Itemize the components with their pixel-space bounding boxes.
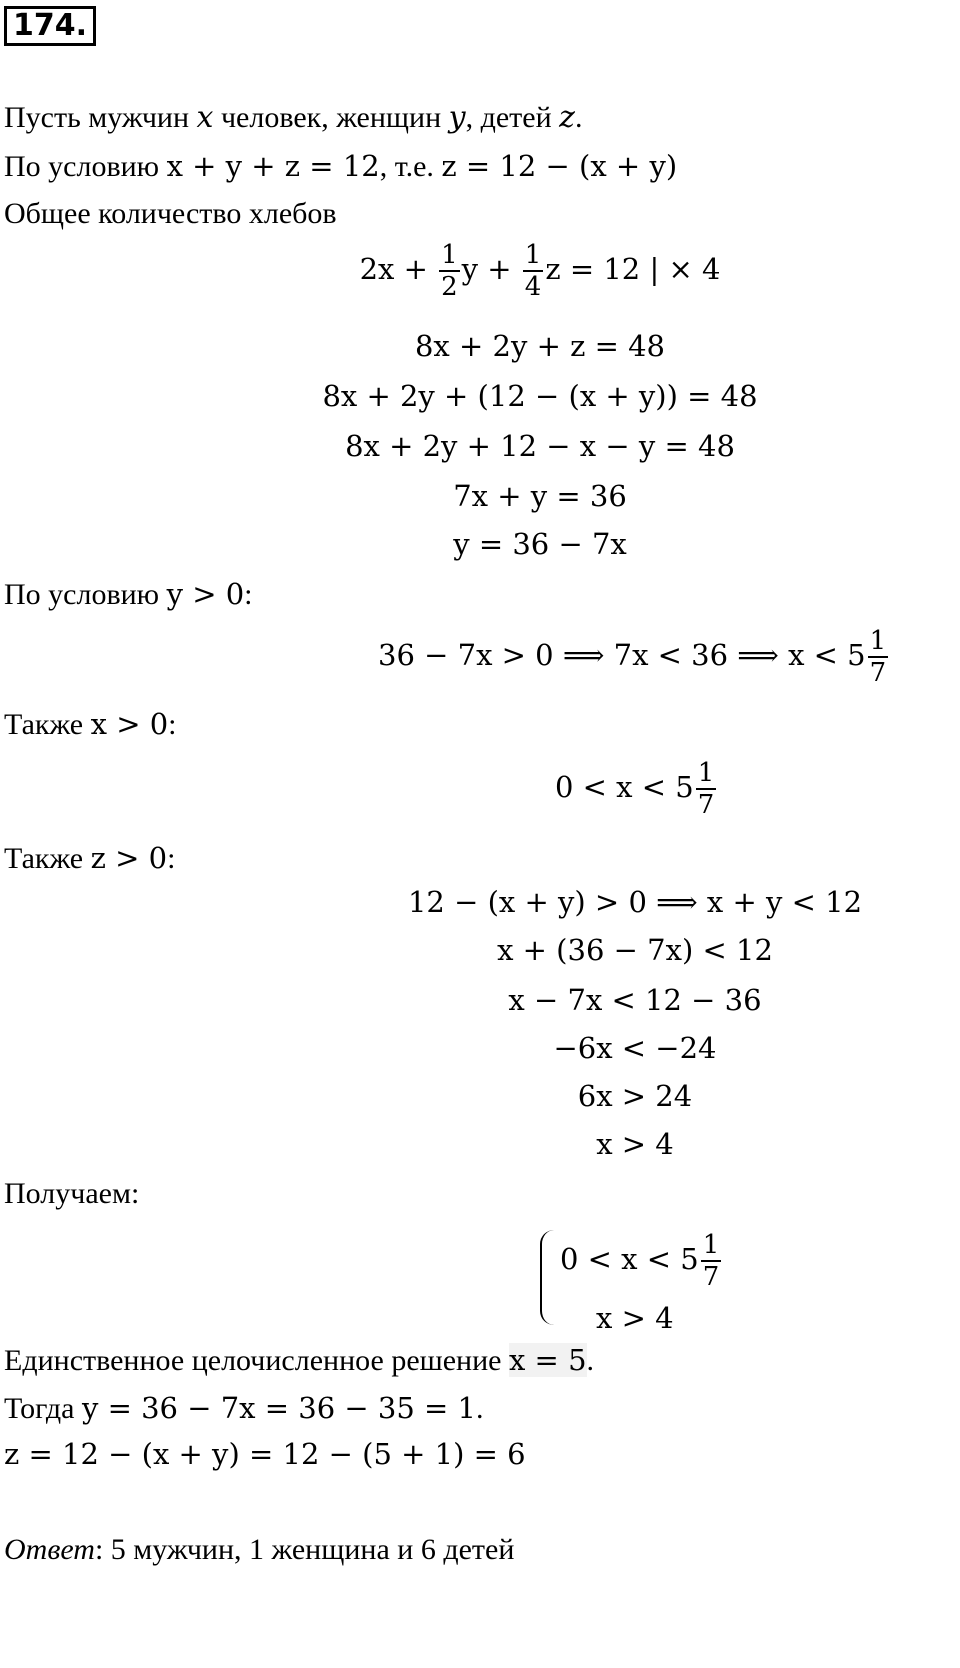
equation-part: 2x + bbox=[359, 252, 438, 286]
then-text: . bbox=[476, 1392, 484, 1425]
then-y-line bbox=[4, 1390, 484, 1427]
condition-formula: z > 0 bbox=[90, 841, 168, 875]
equation-part: z = 12 | × 4 bbox=[545, 252, 721, 286]
inequality-y bbox=[378, 628, 890, 686]
fraction-seventh bbox=[868, 628, 889, 686]
unique-text: . bbox=[586, 1344, 595, 1377]
fraction-quarter bbox=[523, 242, 544, 300]
condition-text: По условию bbox=[4, 150, 167, 183]
condition-line bbox=[4, 148, 677, 185]
equation-part: y + bbox=[461, 252, 521, 286]
condition-x-line bbox=[4, 706, 177, 743]
fraction-half bbox=[439, 242, 460, 300]
fraction-denominator: 4 bbox=[524, 272, 542, 302]
condition-formula: x + y + z = 12 bbox=[166, 149, 380, 183]
condition-formula: y > 0 bbox=[166, 577, 245, 611]
result-heading: Получаем: bbox=[4, 1177, 140, 1210]
fraction-denominator: 7 bbox=[702, 1262, 720, 1292]
var-x: x bbox=[196, 100, 214, 135]
inequality-z-6: x > 4 bbox=[596, 1127, 674, 1161]
inequality-z-3: x − 7x < 12 − 36 bbox=[508, 983, 762, 1017]
unique-solution-line bbox=[4, 1342, 594, 1379]
intro-line bbox=[4, 100, 582, 136]
condition-text: : bbox=[167, 842, 176, 875]
answer-label: Ответ bbox=[4, 1533, 95, 1566]
fraction-seventh bbox=[701, 1232, 722, 1290]
fraction-denominator: 7 bbox=[697, 790, 715, 820]
then-formula: y = 36 − 7x = 36 − 35 = 1 bbox=[81, 1391, 476, 1425]
then-text: Тогда bbox=[4, 1392, 82, 1425]
equation-5: 7x + y = 36 bbox=[453, 479, 627, 513]
bread-heading: Общее количество хлебов bbox=[4, 197, 337, 230]
condition-formula: x > 0 bbox=[90, 707, 169, 741]
fraction-numerator: 1 bbox=[702, 1230, 720, 1260]
condition-text: : bbox=[168, 708, 177, 741]
var-z: z bbox=[559, 100, 575, 135]
condition-text: По условию bbox=[4, 578, 167, 611]
fraction-numerator: 1 bbox=[441, 240, 458, 270]
equation-3: 8x + 2y + (12 − (x + y)) = 48 bbox=[322, 379, 758, 413]
condition-text: : bbox=[244, 578, 253, 611]
intro-text: Пусть мужчин bbox=[4, 101, 197, 134]
fraction-numerator: 1 bbox=[524, 240, 542, 270]
system-row-2: x > 4 bbox=[596, 1301, 674, 1335]
fraction-denominator: 7 bbox=[869, 658, 887, 688]
fraction-seventh bbox=[696, 760, 717, 818]
equation-4: 8x + 2y + 12 − x − y = 48 bbox=[345, 429, 735, 463]
inequality-z-4: −6x < −24 bbox=[553, 1031, 717, 1065]
var-y: y bbox=[448, 100, 466, 135]
answer-text: : 5 мужчин, 1 женщина и 6 детей bbox=[94, 1533, 515, 1566]
inequality-text: 0 < x < 5 bbox=[555, 770, 694, 804]
condition-text: Также bbox=[4, 708, 91, 741]
inequality-z-1: 12 − (x + y) > 0 ⟹ x + y < 12 bbox=[407, 885, 863, 919]
system-text: 0 < x < 5 bbox=[560, 1242, 699, 1276]
inequality-z-2: x + (36 − 7x) < 12 bbox=[497, 933, 773, 967]
fraction-numerator: 1 bbox=[869, 626, 887, 656]
condition-y-line bbox=[4, 576, 253, 613]
fraction-denominator: 2 bbox=[441, 272, 458, 302]
then-z-line: z = 12 − (x + y) = 12 − (5 + 1) = 6 bbox=[4, 1437, 526, 1471]
intro-text: . bbox=[574, 101, 583, 134]
answer-line bbox=[4, 1532, 514, 1568]
equation-6: y = 36 − 7x bbox=[453, 527, 627, 561]
unique-formula: x = 5 bbox=[508, 1343, 587, 1377]
inequality-x bbox=[555, 760, 718, 818]
equation-1 bbox=[0, 242, 960, 300]
system-row-1 bbox=[560, 1232, 723, 1290]
intro-text: , детей bbox=[465, 101, 560, 134]
inequality-text: 36 − 7x > 0 ⟹ 7x < 36 ⟹ x < 5 bbox=[378, 638, 866, 672]
intro-text: человек, женщин bbox=[213, 101, 449, 134]
condition-text: Также bbox=[4, 842, 91, 875]
problem-number: 174. bbox=[4, 6, 96, 46]
equation-2: 8x + 2y + z = 48 bbox=[414, 329, 666, 363]
fraction-numerator: 1 bbox=[697, 758, 715, 788]
condition-formula: z = 12 − (x + y) bbox=[441, 149, 678, 183]
inequality-z-5: 6x > 24 bbox=[577, 1079, 693, 1113]
unique-text: Единственное целочисленное решение bbox=[4, 1344, 509, 1377]
condition-text: , т.е. bbox=[379, 150, 442, 183]
condition-z-line bbox=[4, 840, 175, 877]
